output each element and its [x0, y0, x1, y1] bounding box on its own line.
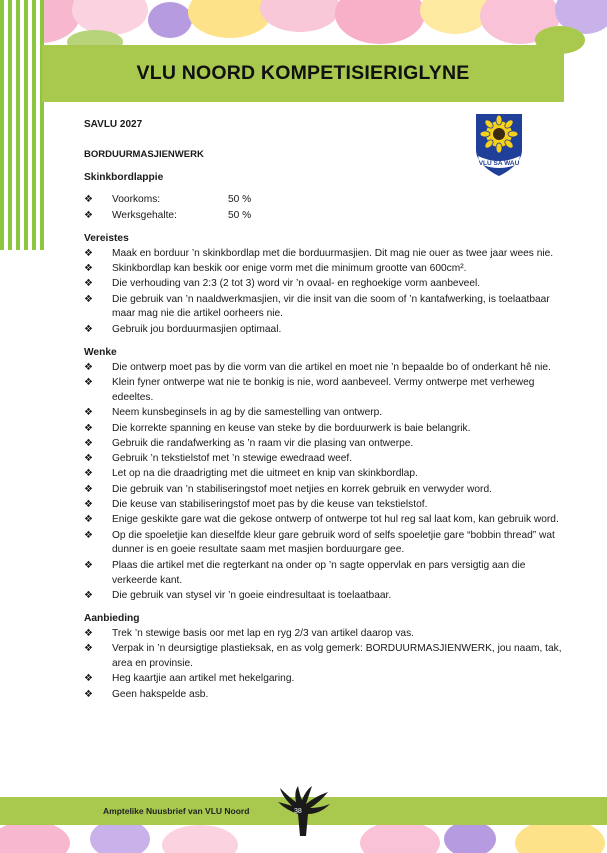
list-item: ❖ Die gebruik van ’n stabiliseringstof moet netjies en korrek gebruik en verwyder word.: [84, 483, 564, 498]
list-item: ❖ Verpak in ’n deursigtige plastieksak, en as volg gemerk: BORDUURMASJIENWERK, jou naam, tak, area en provinsie.: [84, 643, 562, 669]
list-item: ❖ Neem kunsbeginsels in ag by die samestelling van ontwerp.: [84, 406, 564, 421]
bullet-icon: ❖: [84, 627, 93, 639]
score-item: [84, 193, 564, 208]
bullet-icon: ❖: [84, 453, 93, 465]
list-item: ❖ Op die spoeletjie kan dieselfde kleur gare gebruik word of selfs spoeletjie gare “bobbin thread” wat dunner is en goeie resultate saam met masjien borduurgare gee.: [84, 529, 555, 556]
list-item: ❖ Gebruik jou borduurmasjien optimaal.: [84, 323, 564, 338]
bullet-icon: ❖: [84, 499, 93, 511]
bullet-icon: ❖: [84, 589, 93, 601]
list-item: ❖ Klein fyner ontwerpe wat nie te bonkig is nie, word aanbeveel. Vermy ontwerpe met verheweg edeeltes.: [84, 377, 535, 403]
title-banner: [42, 45, 564, 102]
bullet-icon: ❖: [84, 422, 93, 434]
score-list: [84, 193, 564, 223]
score-value: 50 %: [228, 209, 252, 221]
bullet-icon: ❖: [84, 559, 93, 571]
score-item: [84, 209, 564, 224]
list-item: ❖ Heg kaartjie aan artikel met hekelgaring.: [84, 672, 564, 687]
bullet-icon: ❖: [84, 529, 93, 541]
bullet-icon: ❖: [84, 377, 93, 389]
score-value: 50 %: [228, 194, 252, 206]
bullet-icon: ❖: [84, 361, 93, 373]
bullet-icon: ❖: [84, 688, 93, 700]
bullet-icon: ❖: [84, 293, 93, 305]
bullet-icon: ❖: [84, 468, 93, 480]
page-title: VLU NOORD KOMPETISIERIGLYNE: [136, 62, 470, 84]
list-item: ❖ Die gebruik van stysel vir ’n goeie eindresultaat is toelaatbaar.: [84, 589, 564, 604]
requirements-heading: Vereistes: [84, 232, 129, 244]
item-heading: Skinkbordlappie: [84, 171, 164, 183]
list-item: ❖ Enige geskikte gare wat die gekose ontwerp of ontwerpe tot hul reg sal laat kom, kan gebruik word.: [84, 513, 564, 528]
logo-text: VLU SA WAU: [478, 160, 520, 167]
requirements-list: [84, 247, 564, 338]
list-item: ❖ Die verhouding van 2:3 (2 tot 3) word vir ’n ovaal- en reghoekige vorm aanbeveel.: [84, 277, 564, 292]
bullet-icon: ❖: [84, 194, 93, 206]
list-item: ❖ Trek ’n stewige basis oor met lap en ryg 2/3 van artikel daarop vas.: [84, 627, 564, 642]
score-label: Voorkoms:: [112, 194, 161, 206]
bullet-icon: ❖: [84, 263, 93, 275]
presentation-list: [84, 627, 564, 702]
bullet-icon: ❖: [84, 514, 93, 526]
list-item: ❖ Maak en borduur ’n skinkbordlap met die borduurmasjien. Dit mag nie ouer as twee jaar wees nie.: [84, 247, 564, 262]
year-line: SAVLU 2027: [84, 119, 143, 130]
bullet-icon: ❖: [84, 483, 93, 495]
list-item: ❖ Die gebruik van ’n naaldwerkmasjien, vir die insit van die soom of ’n kantafwerking, is toelaatbaar maar mag nie die artikel oorheers nie.: [84, 293, 550, 320]
presentation-heading: Aanbieding: [84, 613, 140, 625]
document-body: [84, 118, 564, 703]
score-label: Werksgehalte:: [112, 209, 177, 221]
bullet-icon: ❖: [84, 247, 93, 259]
list-item: ❖ Skinkbordlap kan beskik oor enige vorm met die minimum grootte van 600cm².: [84, 262, 564, 277]
tips-heading: Wenke: [84, 347, 117, 359]
bullet-icon: ❖: [84, 673, 93, 685]
bullet-icon: ❖: [84, 278, 93, 290]
footer-text: Amptelike Nuusbrief van VLU Noord: [103, 806, 250, 816]
green-stripes-decoration: [0, 0, 44, 250]
list-item: ❖ Gebruik ’n tekstielstof met ’n stewige ewedraad weef.: [84, 452, 564, 467]
list-item: ❖ Gebruik die randafwerking as ’n raam vir die plasing van ontwerpe.: [84, 437, 564, 452]
bullet-icon: ❖: [84, 437, 93, 449]
list-item: ❖ Die korrekte spanning en keuse van steke by die borduurwerk is baie belangrik.: [84, 422, 564, 437]
list-item: ❖ Geen hakspelde asb.: [84, 688, 564, 703]
category-heading: BORDUURMASJIENWERK: [84, 148, 204, 160]
list-item: ❖ Die ontwerp moet pas by die vorm van die artikel en moet nie ’n bepaalde bo of onderkant hê nie.: [84, 361, 564, 376]
tree-icon: [272, 784, 334, 836]
tips-list: [84, 361, 564, 604]
list-item: ❖ Let op na die draadrigting met die uitmeet en knip van skinkbordlap.: [84, 467, 564, 482]
list-item: ❖ Die keuse van stabiliseringstof moet pas by die keuse van tekstielstof.: [84, 498, 564, 513]
page-number: 38: [294, 808, 302, 815]
bullet-icon: ❖: [84, 407, 93, 419]
bullet-icon: ❖: [84, 209, 93, 221]
list-item: ❖ Plaas die artikel met die regterkant na onder op ’n sagte oppervlak en pars versigtig aan die verkeerde kant.: [84, 559, 526, 586]
bullet-icon: ❖: [84, 643, 93, 655]
bullet-icon: ❖: [84, 323, 93, 335]
